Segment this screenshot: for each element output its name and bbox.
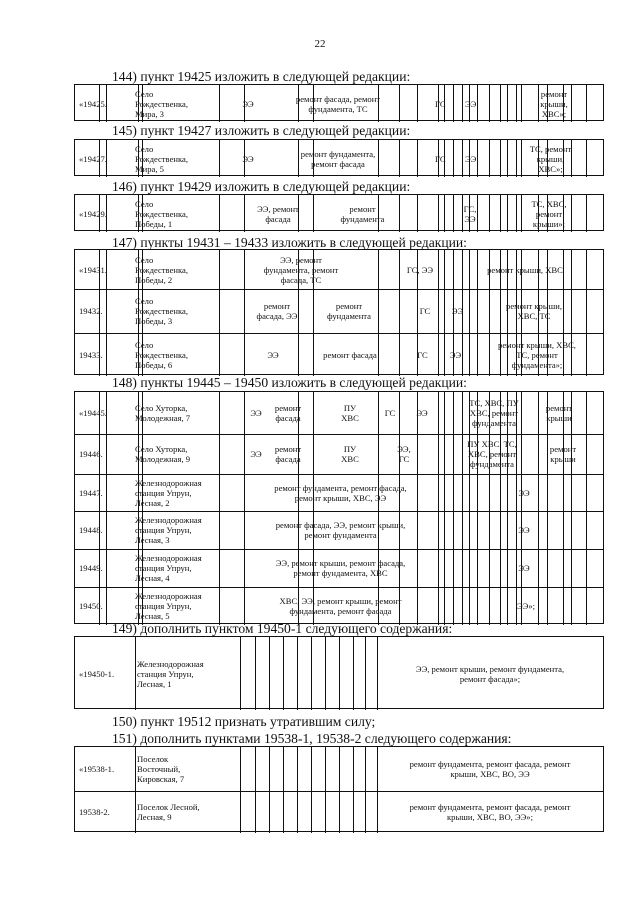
column-divider	[142, 85, 143, 122]
section-heading: 147) пункты 19431 – 19433 изложить в следующей редакции:	[112, 235, 467, 250]
column-divider	[507, 250, 508, 376]
work-cell: ГС	[417, 349, 428, 360]
column-divider	[378, 392, 379, 625]
item-number: 19448.	[79, 525, 103, 535]
data-table	[74, 249, 604, 375]
column-divider	[298, 392, 299, 625]
column-divider	[399, 392, 400, 625]
work-cell: ГС	[419, 306, 431, 316]
column-divider	[500, 392, 501, 625]
column-divider	[489, 140, 490, 177]
column-divider	[477, 85, 478, 122]
column-divider	[547, 85, 548, 122]
column-divider	[586, 392, 587, 625]
column-divider	[325, 747, 326, 833]
column-divider	[563, 140, 564, 177]
column-divider	[547, 140, 548, 177]
work-cell: ТС, ХВС, ремонт крыши»;	[531, 198, 567, 229]
work-cell: ГС	[384, 408, 396, 418]
address-cell: Село Рождественка, Победы, 6	[135, 339, 188, 370]
column-divider	[244, 250, 245, 376]
column-divider	[444, 85, 445, 122]
column-divider	[377, 747, 378, 833]
column-divider	[378, 85, 379, 122]
work-cell: ремонт крыши, ХВС, ТС, ремонт фундамента»;	[498, 339, 576, 370]
column-divider	[547, 195, 548, 232]
column-divider	[283, 637, 284, 710]
column-divider	[489, 195, 490, 232]
column-divider	[399, 85, 400, 122]
work-cell: ХВС, ЭЭ, ремонт крыши, ремонт фундамента, ремонт фасада	[279, 596, 402, 616]
column-divider	[219, 85, 220, 122]
work-cell: ремонт фасада	[323, 349, 377, 360]
item-number: «19538-1.	[79, 764, 115, 774]
column-divider	[142, 140, 143, 177]
column-divider	[311, 747, 312, 833]
work-cell: ремонт фасада	[274, 403, 302, 423]
work-cell: ЭЭ	[451, 306, 464, 316]
column-divider	[297, 747, 298, 833]
column-divider	[507, 392, 508, 625]
column-divider	[313, 250, 314, 376]
item-number: 19447.	[79, 487, 103, 498]
work-cell: ЭЭ	[518, 525, 530, 535]
column-divider	[99, 392, 100, 625]
column-divider	[444, 140, 445, 177]
item-number: «19425.	[79, 98, 107, 109]
column-divider	[298, 85, 299, 122]
column-divider	[297, 637, 298, 710]
column-divider	[521, 140, 522, 177]
column-divider	[269, 747, 270, 833]
work-cell: ЭЭ, ремонт крыши, ремонт фундамента, ремонт фасада»;	[415, 663, 565, 684]
column-divider	[500, 250, 501, 376]
column-divider	[477, 195, 478, 232]
address-cell: Железнодорожная станция Упрун, Лесная, 5	[135, 591, 202, 621]
page-number: 22	[314, 38, 326, 50]
column-divider	[255, 637, 256, 710]
column-divider	[538, 140, 539, 177]
column-divider	[462, 85, 463, 122]
item-number: 19446.	[79, 449, 103, 459]
item-number: 19538-2.	[79, 807, 110, 817]
work-cell: ГС, ЭЭ	[463, 203, 477, 224]
work-cell: ремонт крыши	[549, 444, 577, 464]
column-divider	[313, 85, 314, 122]
column-divider	[444, 195, 445, 232]
column-divider	[99, 85, 100, 122]
column-divider	[438, 250, 439, 376]
column-divider	[138, 392, 139, 625]
column-divider	[571, 195, 572, 232]
column-divider	[417, 140, 418, 177]
column-divider	[469, 195, 470, 232]
column-divider	[99, 195, 100, 232]
column-divider	[521, 250, 522, 376]
column-divider	[313, 392, 314, 625]
column-divider	[135, 637, 136, 710]
column-divider	[477, 140, 478, 177]
work-cell: ремонт фасада, ЭЭ, ремонт крыши, ремонт фундамента	[275, 520, 406, 540]
work-cell: ремонт фундамента	[340, 203, 385, 224]
item-number: «19445.	[79, 408, 107, 418]
address-cell: Село Хуторка, Молодежная, 7	[135, 403, 191, 423]
column-divider	[500, 140, 501, 177]
section-heading: 151) дополнить пунктами 19538-1, 19538-2 следующего содержания:	[112, 731, 512, 746]
column-divider	[438, 392, 439, 625]
column-divider	[516, 85, 517, 122]
column-divider	[516, 195, 517, 232]
address-cell: Село Хуторка, Молодежная, 9	[135, 444, 191, 464]
column-divider	[417, 250, 418, 376]
column-divider	[521, 392, 522, 625]
section-heading: 149) дополнить пунктом 19450-1 следующего содержания:	[112, 621, 453, 636]
item-number: «19429.	[79, 208, 107, 219]
column-divider	[563, 250, 564, 376]
column-divider	[377, 637, 378, 710]
column-divider	[538, 392, 539, 625]
section-heading: 145) пункт 19427 изложить в следующей редакции:	[112, 123, 411, 138]
data-table	[74, 391, 604, 624]
work-cell: ЭЭ	[250, 449, 262, 459]
work-cell: ПУ ХВС	[341, 403, 359, 423]
column-divider	[507, 195, 508, 232]
column-divider	[365, 747, 366, 833]
column-divider	[563, 85, 564, 122]
column-divider	[417, 392, 418, 625]
address-cell: Село Рождественка, Мира, 3	[135, 88, 188, 119]
work-cell: ЭЭ	[242, 153, 254, 164]
column-divider	[453, 392, 454, 625]
column-divider	[219, 195, 220, 232]
column-divider	[244, 140, 245, 177]
item-number: 19450.	[79, 601, 103, 611]
item-number: «19427.	[79, 153, 107, 164]
column-divider	[353, 637, 354, 710]
column-divider	[135, 747, 136, 833]
work-cell: ремонт крыши, ХВС»;	[540, 88, 568, 119]
item-number: 19433.	[79, 349, 103, 360]
work-cell: ГС	[435, 98, 446, 109]
work-cell: ЭЭ, ремонт фасада	[257, 203, 299, 224]
column-divider	[399, 250, 400, 376]
column-divider	[462, 195, 463, 232]
work-cell: ремонт фундамента, ремонт фасада, ремонт крыши, ХВС, ВО, ЭЭ	[409, 759, 571, 779]
work-cell: ремонт фундамента	[327, 301, 371, 321]
column-divider	[453, 140, 454, 177]
column-divider	[106, 250, 107, 376]
column-divider	[547, 250, 548, 376]
column-divider	[586, 85, 587, 122]
work-cell: ремонт фундамента, ремонт фасада	[300, 148, 376, 169]
row-divider	[75, 333, 603, 334]
row-divider	[75, 511, 603, 512]
address-cell: Железнодорожная станция Упрун, Лесная, 1	[137, 658, 204, 689]
data-table	[74, 194, 604, 231]
column-divider	[219, 392, 220, 625]
work-cell: ремонт фасада, ЭЭ	[256, 301, 298, 321]
column-divider	[586, 250, 587, 376]
column-divider	[244, 392, 245, 625]
column-divider	[462, 250, 463, 376]
column-divider	[453, 250, 454, 376]
column-divider	[138, 140, 139, 177]
column-divider	[489, 392, 490, 625]
column-divider	[538, 195, 539, 232]
column-divider	[339, 747, 340, 833]
column-divider	[507, 85, 508, 122]
work-cell: ремонт фасада, ремонт фундамента, ТС	[295, 93, 381, 114]
work-cell: ремонт крыши, ХВС, ТС	[506, 301, 562, 321]
column-divider	[417, 85, 418, 122]
data-table	[74, 636, 604, 709]
column-divider	[489, 85, 490, 122]
work-cell: ЭЭ	[465, 153, 477, 164]
work-cell: ЭЭ, ремонт крыши, ремонт фасада, ремонт фундамента, ХВС	[275, 558, 406, 578]
column-divider	[438, 140, 439, 177]
column-divider	[138, 250, 139, 376]
column-divider	[469, 140, 470, 177]
section-heading: 146) пункт 19429 изложить в следующей редакции:	[112, 179, 411, 194]
column-divider	[283, 747, 284, 833]
column-divider	[417, 195, 418, 232]
section-heading: 148) пункты 19445 – 19450 изложить в следующей редакции:	[112, 375, 467, 390]
work-cell: ЭЭ	[465, 98, 477, 109]
column-divider	[365, 637, 366, 710]
address-cell: Железнодорожная станция Упрун, Лесная, 2	[135, 477, 202, 508]
work-cell: ЭЭ, ГС	[397, 444, 411, 464]
data-table	[74, 746, 604, 832]
column-divider	[219, 250, 220, 376]
work-cell: ЭЭ	[416, 408, 428, 418]
column-divider	[571, 250, 572, 376]
column-divider	[240, 747, 241, 833]
column-divider	[106, 392, 107, 625]
column-divider	[538, 250, 539, 376]
column-divider	[462, 140, 463, 177]
address-cell: Село Рождественка, Победы, 2	[135, 254, 188, 285]
column-divider	[586, 195, 587, 232]
column-divider	[313, 140, 314, 177]
work-cell: ПУ ХВС	[341, 444, 359, 464]
column-divider	[477, 250, 478, 376]
work-cell: ремонт фундамента, ремонт фасада, ремонт крыши, ХВС, ВО, ЭЭ»;	[409, 802, 571, 822]
column-divider	[399, 195, 400, 232]
column-divider	[378, 140, 379, 177]
column-divider	[298, 250, 299, 376]
item-number: 19432.	[79, 306, 103, 316]
row-divider	[75, 587, 603, 588]
work-cell: ЭЭ	[250, 408, 262, 418]
column-divider	[500, 195, 501, 232]
column-divider	[106, 85, 107, 122]
work-cell: ТС, ремонт крыши, ХВС»;	[529, 143, 572, 174]
address-cell: Поселок Восточный, Кировская, 7	[137, 754, 185, 784]
column-divider	[444, 250, 445, 376]
column-divider	[99, 140, 100, 177]
work-cell: ремонт фасада	[274, 444, 302, 464]
column-divider	[142, 392, 143, 625]
work-cell: ЭЭ	[449, 349, 462, 360]
column-divider	[244, 85, 245, 122]
section-heading: 144) пункт 19425 изложить в следующей редакции:	[112, 69, 411, 84]
work-cell: ПУ ХВС, ТС, ХВС, ремонт фундамента	[467, 439, 517, 469]
work-cell: ремонт крыши	[545, 403, 573, 423]
column-divider	[563, 392, 564, 625]
address-cell: Село Рождественка, Победы, 1	[135, 198, 188, 229]
row-divider	[75, 474, 603, 475]
address-cell: Поселок Лесной, Лесная, 9	[137, 802, 200, 822]
column-divider	[586, 140, 587, 177]
work-cell: ТС, ХВС, ПУ ХВС, ремонт фундамента	[469, 398, 519, 428]
column-divider	[219, 140, 220, 177]
column-divider	[453, 85, 454, 122]
column-divider	[244, 195, 245, 232]
column-divider	[298, 195, 299, 232]
column-divider	[516, 250, 517, 376]
column-divider	[378, 250, 379, 376]
column-divider	[142, 250, 143, 376]
column-divider	[298, 140, 299, 177]
section-heading: 150) пункт 19512 признать утратившим силу;	[112, 714, 376, 729]
work-cell: ЭЭ	[518, 563, 530, 573]
column-divider	[453, 195, 454, 232]
work-cell: ЭЭ	[518, 487, 530, 498]
item-number: 19449.	[79, 563, 103, 573]
column-divider	[469, 85, 470, 122]
column-divider	[255, 747, 256, 833]
column-divider	[521, 195, 522, 232]
item-number: «19431.	[79, 264, 107, 275]
work-cell: ЭЭ, ремонт фундамента, ремонт фасада, ТС	[263, 254, 339, 285]
column-divider	[138, 85, 139, 122]
column-divider	[563, 195, 564, 232]
column-divider	[353, 747, 354, 833]
address-cell: Железнодорожная станция Упрун, Лесная, 4	[135, 553, 202, 583]
row-divider	[75, 434, 603, 435]
work-cell: ЭЭ	[242, 98, 254, 109]
column-divider	[311, 637, 312, 710]
column-divider	[500, 85, 501, 122]
address-cell: Село Рождественка, Мира, 5	[135, 143, 188, 174]
work-cell: ЭЭ	[267, 349, 279, 360]
column-divider	[339, 637, 340, 710]
column-divider	[462, 392, 463, 625]
work-cell: ГС	[435, 153, 446, 164]
column-divider	[378, 195, 379, 232]
column-divider	[269, 637, 270, 710]
column-divider	[313, 195, 314, 232]
row-divider	[75, 289, 603, 290]
column-divider	[438, 195, 439, 232]
data-table	[74, 139, 604, 176]
column-divider	[469, 392, 470, 625]
column-divider	[571, 85, 572, 122]
column-divider	[489, 250, 490, 376]
column-divider	[469, 250, 470, 376]
column-divider	[477, 392, 478, 625]
column-divider	[547, 392, 548, 625]
column-divider	[571, 140, 572, 177]
work-cell: ГС, ЭЭ	[406, 264, 434, 275]
column-divider	[507, 140, 508, 177]
work-cell: ремонт крыши, ХВС	[487, 264, 563, 275]
row-divider	[75, 549, 603, 550]
data-table	[74, 84, 604, 121]
work-cell: ремонт фундамента, ремонт фасада, ремонт крыши, ХВС, ЭЭ	[274, 482, 407, 503]
column-divider	[240, 637, 241, 710]
column-divider	[516, 140, 517, 177]
column-divider	[138, 195, 139, 232]
column-divider	[538, 85, 539, 122]
column-divider	[106, 195, 107, 232]
column-divider	[516, 392, 517, 625]
column-divider	[444, 392, 445, 625]
column-divider	[438, 85, 439, 122]
column-divider	[521, 85, 522, 122]
address-cell: Железнодорожная станция Упрун, Лесная, 3	[135, 515, 202, 545]
work-cell: ЭЭ»;	[516, 601, 536, 611]
item-number: «19450-1.	[79, 668, 115, 679]
column-divider	[106, 140, 107, 177]
column-divider	[571, 392, 572, 625]
address-cell: Село Рождественка, Победы, 3	[135, 296, 188, 326]
column-divider	[399, 140, 400, 177]
column-divider	[325, 637, 326, 710]
column-divider	[142, 195, 143, 232]
column-divider	[99, 250, 100, 376]
